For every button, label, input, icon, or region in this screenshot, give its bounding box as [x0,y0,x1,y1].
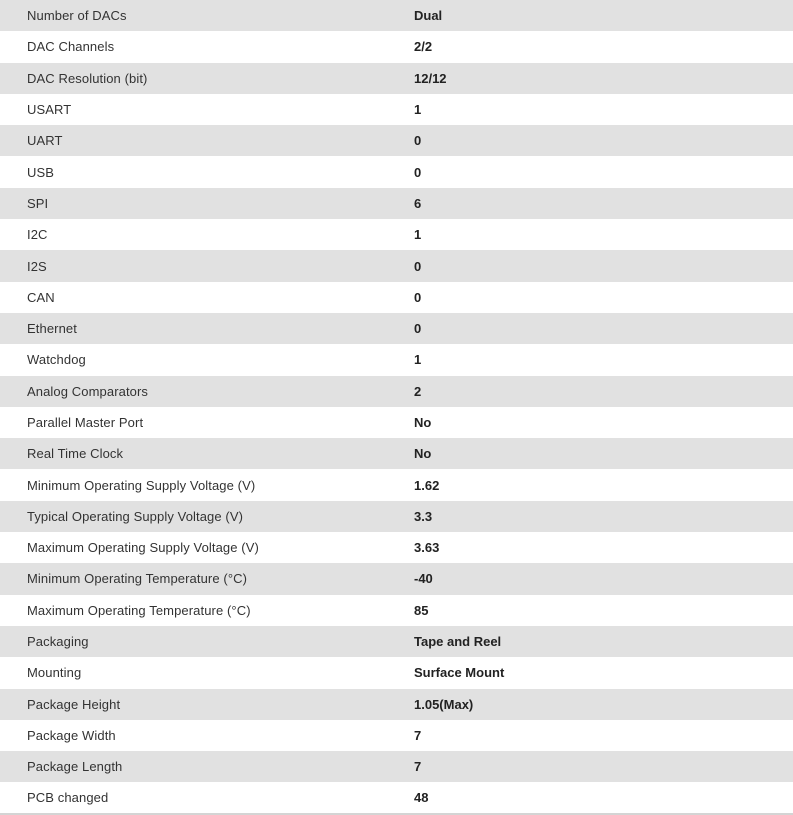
spec-label: USART [27,102,72,118]
spec-value: 3.3 [414,508,433,524]
spec-row [0,282,793,313]
spec-row [0,63,793,94]
spec-label: Minimum Operating Supply Voltage (V) [27,477,256,493]
spec-row [0,250,793,281]
spec-label: PCB changed [27,790,109,806]
spec-value: Surface Mount [414,665,505,681]
spec-value: 1.05(Max) [414,696,474,712]
spec-row [0,657,793,688]
spec-label: DAC Channels [27,39,115,55]
spec-label: Watchdog [27,352,86,368]
spec-row [0,0,793,31]
spec-row [0,94,793,125]
spec-row [0,376,793,407]
spec-row [0,563,793,594]
spec-value: 1 [414,102,422,118]
spec-row [0,501,793,532]
spec-row [0,720,793,751]
spec-row [0,751,793,782]
spec-value: 7 [414,727,422,743]
spec-row [0,407,793,438]
spec-row [0,595,793,626]
spec-value: -40 [414,571,433,587]
spec-label: SPI [27,195,49,211]
spec-label: Analog Comparators [27,383,149,399]
spec-value: 48 [414,790,429,806]
spec-label: DAC Resolution (bit) [27,70,148,86]
spec-value: Tape and Reel [414,634,502,650]
spec-row [0,313,793,344]
spec-label: Ethernet [27,321,77,337]
spec-value: 7 [414,759,422,775]
spec-label: Parallel Master Port [27,415,144,430]
spec-value: 0 [414,164,422,180]
spec-row [0,219,793,250]
spec-row [0,31,793,62]
spec-row [0,626,793,657]
spec-value: No [414,415,432,430]
spec-label: Packaging [27,634,89,650]
spec-value: 1 [414,352,422,368]
spec-value: 0 [414,133,422,149]
spec-value: Dual [414,8,443,24]
spec-value: 1.62 [414,477,440,493]
spec-label: Package Height [27,696,121,712]
spec-value: 0 [414,289,422,305]
spec-row [0,782,793,813]
spec-value: 12/12 [414,70,447,86]
spec-label: Typical Operating Supply Voltage (V) [27,508,244,524]
spec-value: 1 [414,227,422,243]
spec-value: 3.63 [414,540,440,556]
spec-label: Number of DACs [27,8,127,24]
spec-label: USB [27,164,55,180]
spec-value: 0 [414,321,422,337]
spec-row [0,532,793,563]
spec-value: 85 [414,602,429,618]
spec-row [0,469,793,500]
spec-row [0,125,793,156]
spec-value: 0 [414,258,422,274]
spec-row [0,156,793,187]
spec-row [0,188,793,219]
spec-value: No [414,446,432,462]
spec-label: Mounting [27,665,82,681]
spec-label: I2C [27,227,48,243]
spec-label: Minimum Operating Temperature (°C) [27,571,248,587]
spec-value: 6 [414,195,422,211]
spec-label: Maximum Operating Temperature (°C) [27,602,251,618]
spec-label: CAN [27,289,55,305]
spec-row [0,438,793,469]
spec-value: 2 [414,383,422,399]
spec-label: Package Width [27,727,116,743]
spec-label: Maximum Operating Supply Voltage (V) [27,540,259,556]
spec-value: 2/2 [414,39,433,55]
spec-label: UART [27,133,63,149]
spec-row [0,689,793,720]
spec-label: Package Length [27,759,123,775]
spec-label: I2S [27,258,47,274]
spec-label: Real Time Clock [27,446,124,462]
spec-row [0,344,793,375]
